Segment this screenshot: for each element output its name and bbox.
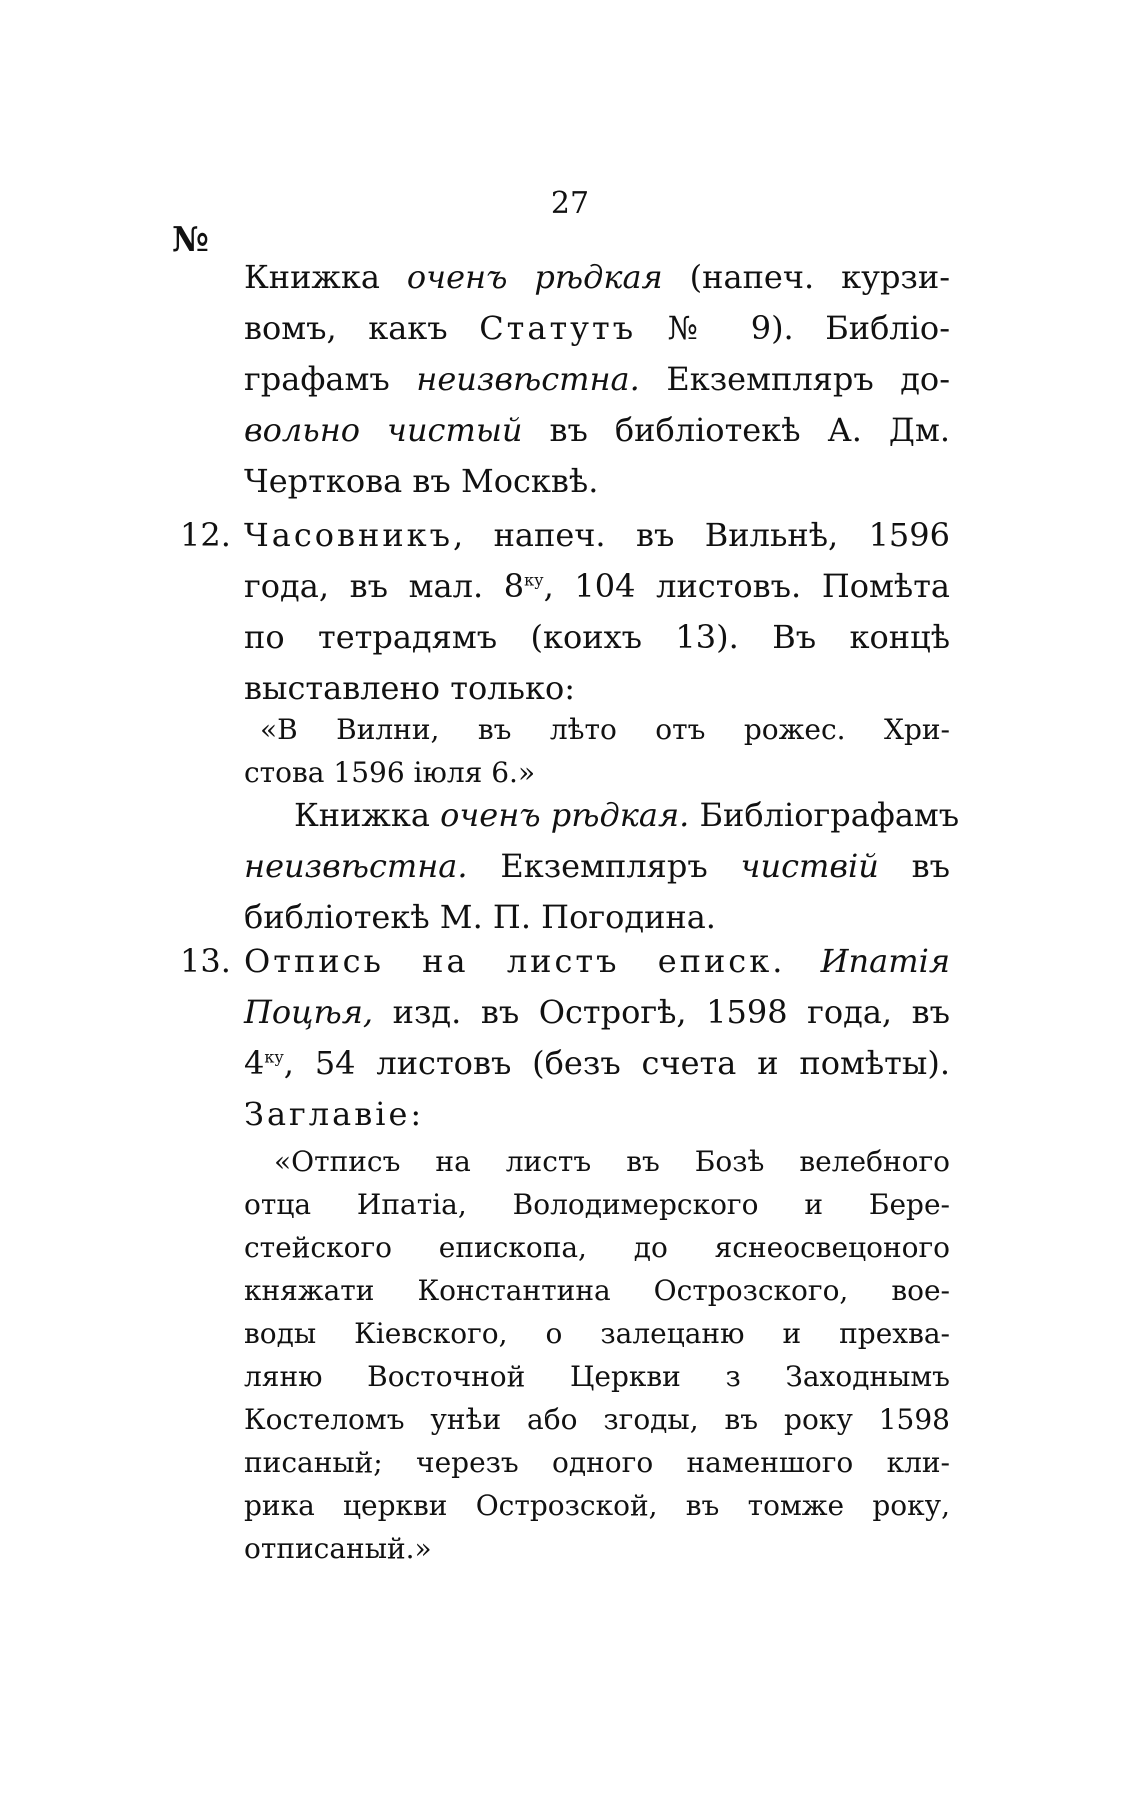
text-line: Заглавіе:	[244, 1095, 425, 1133]
quote-line: отписаный.»	[244, 1532, 432, 1565]
quote-line: «Отписъ на листъ въ Бозѣ велебного	[274, 1145, 950, 1178]
text-line: выставлено только:	[244, 669, 575, 707]
number-sign: №	[172, 220, 209, 260]
text-line: Поцѣя, изд. въ Острогѣ, 1598 года, въ	[244, 993, 950, 1031]
entry-11-continuation	[244, 252, 950, 507]
text-line: $4^{ку}$, 54 листовъ (безъ счета и помѣты).	[244, 1044, 950, 1082]
quote-line: рика церкви Острозской, въ томже року,	[244, 1489, 950, 1522]
quote-line: писаный; черезъ одного наменшого кли-	[244, 1446, 950, 1479]
quote-line: отца Ипатіа, Володимерского и Бере-	[244, 1188, 950, 1221]
quote-line: княжати Константина Острозского, вое-	[244, 1274, 950, 1307]
text-line: Часовникъ, напеч. въ Вильнѣ, 1596	[244, 516, 950, 554]
page-number: 27	[550, 186, 590, 221]
entry-12-quote	[244, 708, 950, 794]
text-line: библіотекѣ М. П. Погодина.	[244, 898, 716, 936]
text-line: неизвѣстна. Екземпляръ чиствій въ	[244, 847, 951, 885]
text-line: вольно чистый въ библіотекѣ А. Дм.	[244, 411, 951, 449]
text-line: года, въ мал. $8^{ку}$, 104 листовъ. Помѣта	[244, 567, 951, 605]
quote-line: стейского епископа, до яснеосвецоного	[244, 1231, 950, 1264]
quote-line: воды Кіевского, о залецаню и прехва-	[244, 1317, 950, 1350]
entry-12-number: 12.	[180, 516, 231, 554]
text-line: Черткова въ Москвѣ.	[244, 462, 599, 500]
quote-line: «В Вилни, въ лѣто отъ рожес. Хри-	[260, 713, 950, 746]
entry-13-quote	[244, 1140, 950, 1570]
quote-line: Костеломъ унѣи або згоды, въ року 1598	[244, 1403, 950, 1436]
entry-13	[244, 936, 950, 1140]
quote-line: стова 1596 іюля 6.»	[244, 756, 536, 789]
text-line: Книжка оченъ рѣдкая. Библіографамъ	[294, 796, 960, 834]
entry-13-number: 13.	[180, 942, 231, 980]
text-line: Отпись на листъ еписк. Ипатія	[244, 942, 951, 980]
text-line: по тетрадямъ (коихъ 13). Въ концѣ	[244, 618, 950, 656]
quote-line: ляню Восточной Церкви з Заходнымъ	[244, 1360, 950, 1393]
entry-12-note	[244, 790, 960, 943]
text-line: Книжка оченъ рѣдкая (напеч. курзи-	[244, 258, 951, 296]
text-line: графамъ неизвѣстна. Екземпляръ до-	[244, 360, 951, 398]
entry-12	[244, 510, 950, 714]
text-line: вомъ, какъ Статутъ № 9). Библіо-	[244, 309, 951, 347]
